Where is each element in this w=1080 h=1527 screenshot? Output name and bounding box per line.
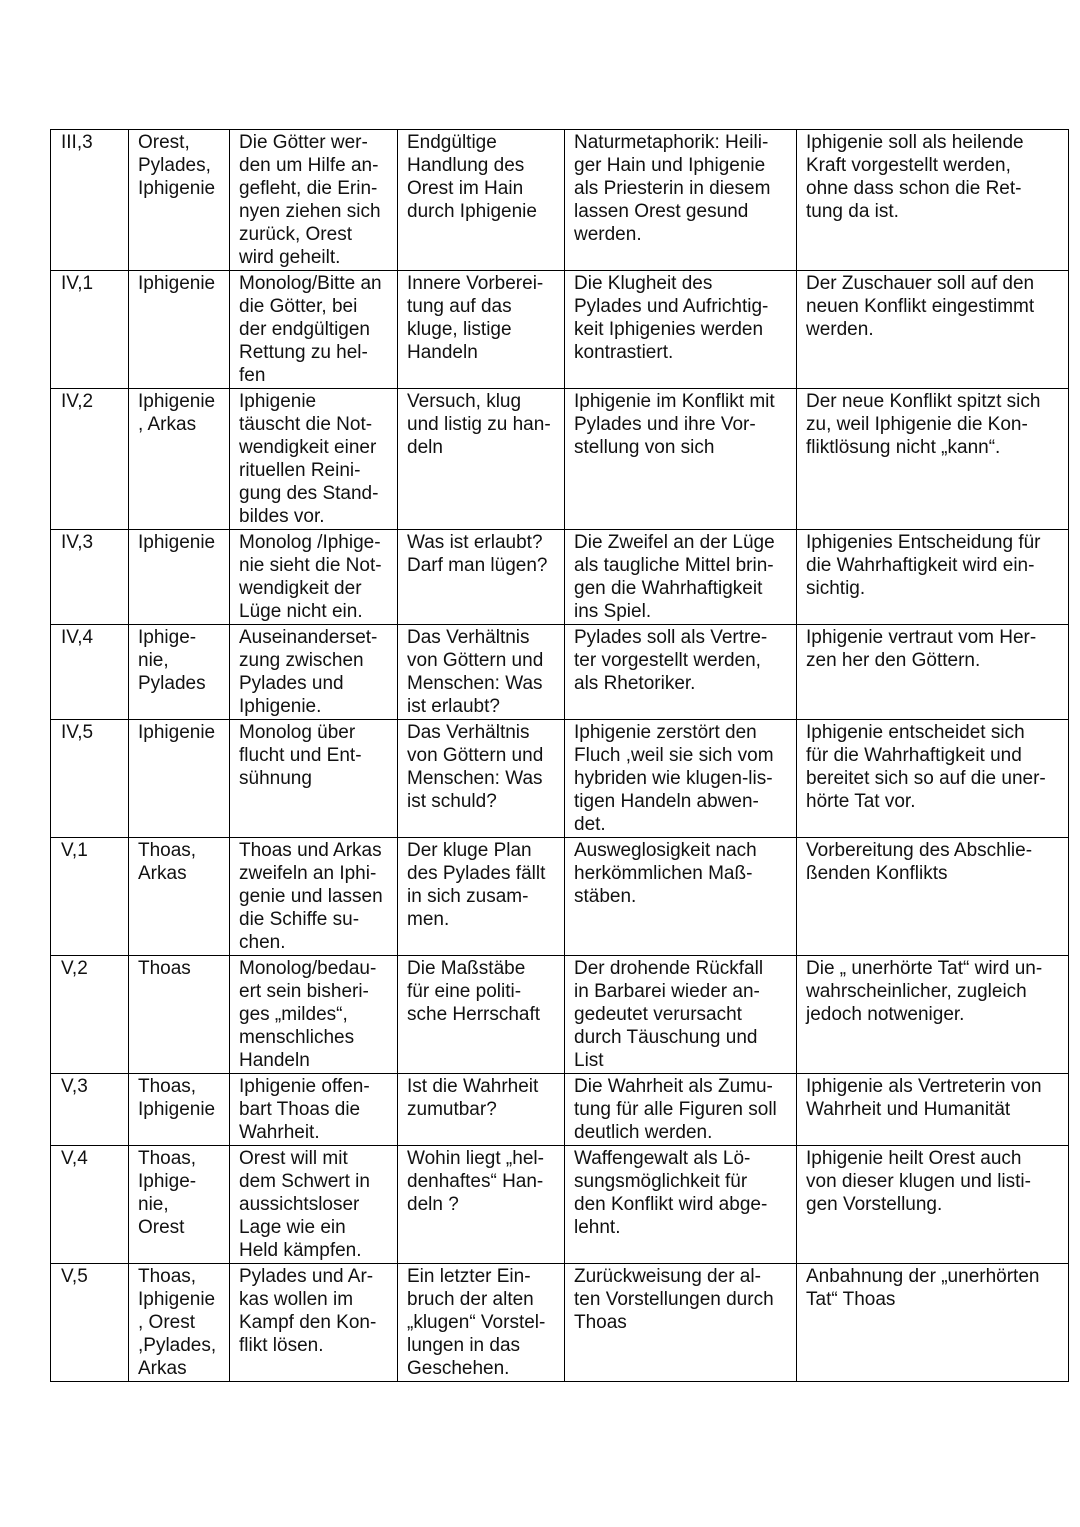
function-cell <box>565 1074 797 1146</box>
characters-text: Thoas <box>138 958 191 979</box>
theme-text: Ein letzter Ein- bruch der alten „klugen“ Vorstel- lungen in das Geschehen. <box>407 1266 546 1379</box>
content-cell <box>230 1264 398 1382</box>
effect-text: Iphigenies Entscheidung für die Wahrhaftigkeit wird ein- sichtig. <box>806 532 1041 599</box>
effect-cell <box>797 130 1069 271</box>
content-cell <box>230 1074 398 1146</box>
table-row <box>51 530 1069 625</box>
characters-cell <box>129 838 230 956</box>
act-scene-text: V,3 <box>61 1076 88 1097</box>
content-cell <box>230 1146 398 1264</box>
effect-cell <box>797 1264 1069 1382</box>
theme-text: Das Verhältnis von Göttern und Menschen: Was ist erlaubt? <box>407 627 544 717</box>
act-scene-text: IV,2 <box>61 391 94 412</box>
characters-text: Iphigenie <box>138 532 216 553</box>
function-text: Pylades soll als Vertre- ter vorgestellt werden, als Rhetoriker. <box>574 627 768 694</box>
effect-text: Anbahnung der „unerhörten Tat“ Thoas <box>806 1266 1040 1310</box>
act-scene-text: IV,5 <box>61 722 94 743</box>
content-cell <box>230 389 398 530</box>
characters-text: Iphigenie <box>138 722 216 743</box>
function-text: Die Wahrheit als Zumu- tung für alle Figuren soll deutlich werden. <box>574 1076 777 1143</box>
effect-text: Iphigenie soll als heilende Kraft vorgestellt werden, ohne dass schon die Ret- tung da ist. <box>806 132 1024 222</box>
theme-cell <box>398 130 565 271</box>
theme-cell <box>398 625 565 720</box>
theme-text: Versuch, klug und listig zu han- deln <box>407 391 551 458</box>
content-text: Monolog /Iphige- nie sieht die Not- wendigkeit der Lüge nicht ein. <box>239 532 382 622</box>
characters-text: Iphigenie <box>138 273 216 294</box>
characters-text: Thoas, Arkas <box>138 840 197 884</box>
scene-analysis-table <box>50 129 1069 1382</box>
table-row <box>51 956 1069 1074</box>
function-text: Die Zweifel an der Lüge als taugliche Mittel brin- gen die Wahrhaftigkeit ins Spiel. <box>574 532 775 622</box>
effect-cell <box>797 271 1069 389</box>
act-scene-cell <box>51 271 129 389</box>
act-scene-text: III,3 <box>61 132 93 153</box>
content-cell <box>230 130 398 271</box>
function-cell <box>565 838 797 956</box>
function-text: Iphigenie zerstört den Fluch ,weil sie sich vom hybriden wie klugen-lis- tigen Handeln abwen- det. <box>574 722 774 835</box>
characters-cell <box>129 130 230 271</box>
theme-text: Innere Vorberei- tung auf das kluge, listige Handeln <box>407 273 544 363</box>
theme-text: Ist die Wahrheit zumutbar? <box>407 1076 539 1120</box>
theme-text: Der kluge Plan des Pylades fällt in sich zusam- men. <box>407 840 546 930</box>
function-cell <box>565 956 797 1074</box>
characters-text: Iphige- nie, Pylades <box>138 627 206 694</box>
theme-cell <box>398 956 565 1074</box>
theme-cell <box>398 720 565 838</box>
act-scene-text: V,2 <box>61 958 88 979</box>
theme-text: Endgültige Handlung des Orest im Hain durch Iphigenie <box>407 132 537 222</box>
characters-cell <box>129 956 230 1074</box>
function-cell <box>565 625 797 720</box>
theme-cell <box>398 1146 565 1264</box>
content-text: Iphigenie offen- bart Thoas die Wahrheit. <box>239 1076 370 1143</box>
function-text: Ausweglosigkeit nach herkömmlichen Maß- stäben. <box>574 840 757 907</box>
act-scene-cell <box>51 530 129 625</box>
characters-cell <box>129 1074 230 1146</box>
table-row <box>51 625 1069 720</box>
table-row <box>51 130 1069 271</box>
table-row <box>51 1146 1069 1264</box>
act-scene-text: V,4 <box>61 1148 88 1169</box>
characters-text: Iphigenie , Arkas <box>138 391 216 435</box>
characters-cell <box>129 530 230 625</box>
function-cell <box>565 530 797 625</box>
act-scene-cell <box>51 130 129 271</box>
act-scene-text: IV,4 <box>61 627 94 648</box>
act-scene-text: V,5 <box>61 1266 88 1287</box>
content-text: Monolog über flucht und Ent- sühnung <box>239 722 362 789</box>
act-scene-cell <box>51 625 129 720</box>
effect-text: Der neue Konflikt spitzt sich zu, weil Iphigenie die Kon- fliktlösung nicht „kann“. <box>806 391 1041 458</box>
act-scene-text: IV,1 <box>61 273 94 294</box>
characters-cell <box>129 1146 230 1264</box>
theme-cell <box>398 271 565 389</box>
table-row <box>51 720 1069 838</box>
effect-text: Iphigenie als Vertreterin von Wahrheit und Humanität <box>806 1076 1042 1120</box>
characters-text: Thoas, Iphigenie , Orest ,Pylades, Arkas <box>138 1266 217 1379</box>
table-row <box>51 838 1069 956</box>
act-scene-text: IV,3 <box>61 532 94 553</box>
function-text: Iphigenie im Konflikt mit Pylades und ihre Vor- stellung von sich <box>574 391 775 458</box>
effect-text: Iphigenie vertraut vom Her- zen her den Göttern. <box>806 627 1037 671</box>
content-text: Thoas und Arkas zweifeln an Iphi- genie und lassen die Schiffe su- chen. <box>239 840 383 953</box>
table-row <box>51 1074 1069 1146</box>
content-text: Iphigenie täuscht die Not- wendigkeit einer rituellen Reini- gung des Stand- bildes vor. <box>239 391 379 527</box>
table-row <box>51 271 1069 389</box>
characters-cell <box>129 389 230 530</box>
characters-text: Thoas, Iphige- nie, Orest <box>138 1148 197 1238</box>
characters-cell <box>129 1264 230 1382</box>
function-text: Zurückweisung der al- ten Vorstellungen durch Thoas <box>574 1266 774 1333</box>
act-scene-cell <box>51 1264 129 1382</box>
content-text: Auseinanderset- zung zwischen Pylades und Iphigenie. <box>239 627 378 717</box>
characters-cell <box>129 271 230 389</box>
theme-cell <box>398 530 565 625</box>
effect-text: Vorbereitung des Abschlie- ßenden Konflikts <box>806 840 1033 884</box>
effect-cell <box>797 1074 1069 1146</box>
function-text: Naturmetaphorik: Heili- ger Hain und Iphigenie als Priesterin in diesem lassen Orest gesund werden. <box>574 132 771 245</box>
theme-text: Was ist erlaubt? Darf man lügen? <box>407 532 548 576</box>
effect-cell <box>797 530 1069 625</box>
act-scene-cell <box>51 389 129 530</box>
act-scene-cell <box>51 838 129 956</box>
effect-cell <box>797 625 1069 720</box>
content-cell <box>230 838 398 956</box>
function-text: Waffengewalt als Lö- sungsmöglichkeit für den Konflikt wird abge- lehnt. <box>574 1148 768 1238</box>
function-cell <box>565 1146 797 1264</box>
function-cell <box>565 389 797 530</box>
characters-cell <box>129 625 230 720</box>
content-cell <box>230 956 398 1074</box>
theme-text: Das Verhältnis von Göttern und Menschen: Was ist schuld? <box>407 722 544 812</box>
document-page <box>50 129 1068 1382</box>
content-cell <box>230 720 398 838</box>
content-cell <box>230 530 398 625</box>
content-text: Orest will mit dem Schwert in aussichtsloser Lage wie ein Held kämpfen. <box>239 1148 370 1261</box>
effect-cell <box>797 1146 1069 1264</box>
table-row <box>51 389 1069 530</box>
act-scene-cell <box>51 1146 129 1264</box>
effect-text: Iphigenie heilt Orest auch von dieser klugen und listi- gen Vorstellung. <box>806 1148 1031 1215</box>
function-text: Die Klugheit des Pylades und Aufrichtig- keit Iphigenies werden kontrastiert. <box>574 273 769 363</box>
theme-text: Die Maßstäbe für eine politi- sche Herrschaft <box>407 958 541 1025</box>
effect-cell <box>797 720 1069 838</box>
theme-cell <box>398 1264 565 1382</box>
function-cell <box>565 130 797 271</box>
content-text: Monolog/Bitte an die Götter, bei der endgültigen Rettung zu hel- fen <box>239 273 382 386</box>
function-cell <box>565 1264 797 1382</box>
content-cell <box>230 271 398 389</box>
effect-cell <box>797 956 1069 1074</box>
characters-text: Orest, Pylades, Iphigenie <box>138 132 216 199</box>
act-scene-cell <box>51 720 129 838</box>
content-text: Monolog/bedau- ert sein bisheri- ges „mildes“, menschliches Handeln <box>239 958 377 1071</box>
theme-cell <box>398 389 565 530</box>
characters-text: Thoas, Iphigenie <box>138 1076 216 1120</box>
act-scene-cell <box>51 956 129 1074</box>
effect-text: Iphigenie entscheidet sich für die Wahrhaftigkeit und bereitet sich so auf die uner- hörte Tat vor. <box>806 722 1046 812</box>
theme-cell <box>398 838 565 956</box>
effect-cell <box>797 838 1069 956</box>
function-text: Der drohende Rückfall in Barbarei wieder an- gedeutet verursacht durch Täuschung und List <box>574 958 764 1071</box>
effect-cell <box>797 389 1069 530</box>
function-cell <box>565 271 797 389</box>
content-cell <box>230 625 398 720</box>
content-text: Die Götter wer- den um Hilfe an- gefleht, die Erin- nyen ziehen sich zurück, Orest wird geheilt. <box>239 132 381 268</box>
act-scene-cell <box>51 1074 129 1146</box>
effect-text: Die „ unerhörte Tat“ wird un- wahrscheinlicher, zugleich jedoch notweniger. <box>806 958 1043 1025</box>
table-row <box>51 1264 1069 1382</box>
effect-text: Der Zuschauer soll auf den neuen Konflikt eingestimmt werden. <box>806 273 1035 340</box>
act-scene-text: V,1 <box>61 840 88 861</box>
content-text: Pylades und Ar- kas wollen im Kampf den Kon- flikt lösen. <box>239 1266 377 1356</box>
theme-cell <box>398 1074 565 1146</box>
theme-text: Wohin liegt „hel- denhaftes“ Han- deln ? <box>407 1148 544 1215</box>
function-cell <box>565 720 797 838</box>
characters-cell <box>129 720 230 838</box>
